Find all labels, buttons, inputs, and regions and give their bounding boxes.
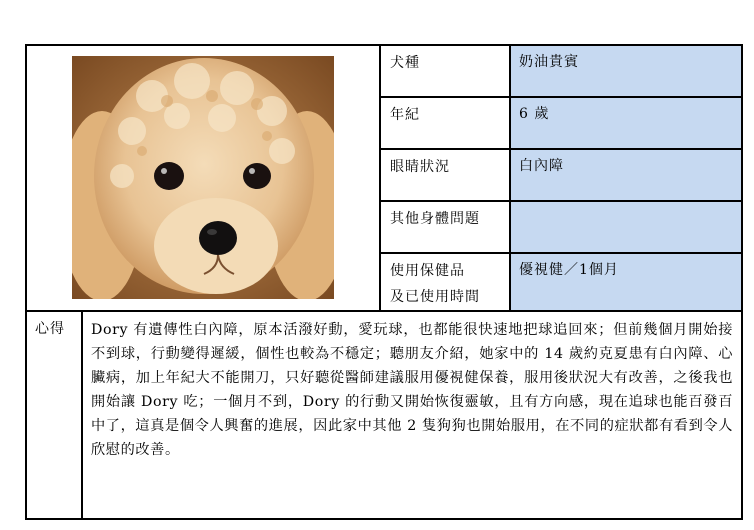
notes-label: 心得 xyxy=(26,311,82,519)
info-row-breed xyxy=(26,45,742,97)
supplement-label-line2: 及已使用時間 xyxy=(390,289,480,305)
supplement-value: 優視健／1個月 xyxy=(510,253,742,311)
other-issues-label: 其他身體問題 xyxy=(380,201,510,253)
breed-label: 犬種 xyxy=(380,45,510,97)
dog-photo-icon xyxy=(72,56,334,299)
other-issues-value xyxy=(510,201,742,253)
supplement-label xyxy=(380,253,510,311)
breed-value: 奶油貴賓 xyxy=(510,45,742,97)
notes-row xyxy=(26,311,742,519)
dog-profile-table xyxy=(25,44,743,520)
eye-condition-label: 眼睛狀況 xyxy=(380,149,510,201)
eye-condition-value: 白內障 xyxy=(510,149,742,201)
photo-cell xyxy=(26,45,380,311)
supplement-label-line1: 使用保健品 xyxy=(390,263,465,279)
dog-photo xyxy=(72,56,334,299)
age-label: 年紀 xyxy=(380,97,510,149)
notes-text: Dory 有遺傳性白內障，原本活潑好動，愛玩球，也都能很快速地把球追回來；但前幾個月開始接不到球，行動變得遲緩，個性也較為不穩定；聽朋友介紹，她家中的 14 歲約克夏患有白內障、心臟病，加上年紀大不能開刀，只好聽從醫師建議服用優視健保養，服用後狀況大有改善，之後我也開始讓 Dory 吃；一個月不到，Dory 的行動又開始恢復靈敏，且有方向感，現在追球也能百發百中了，這真是個令人興奮的進展，因此家中其他 2 隻狗狗也開始服用，在不同的症狀都有看到令人欣慰的改善。 xyxy=(82,311,742,519)
age-value: 6 歲 xyxy=(510,97,742,149)
